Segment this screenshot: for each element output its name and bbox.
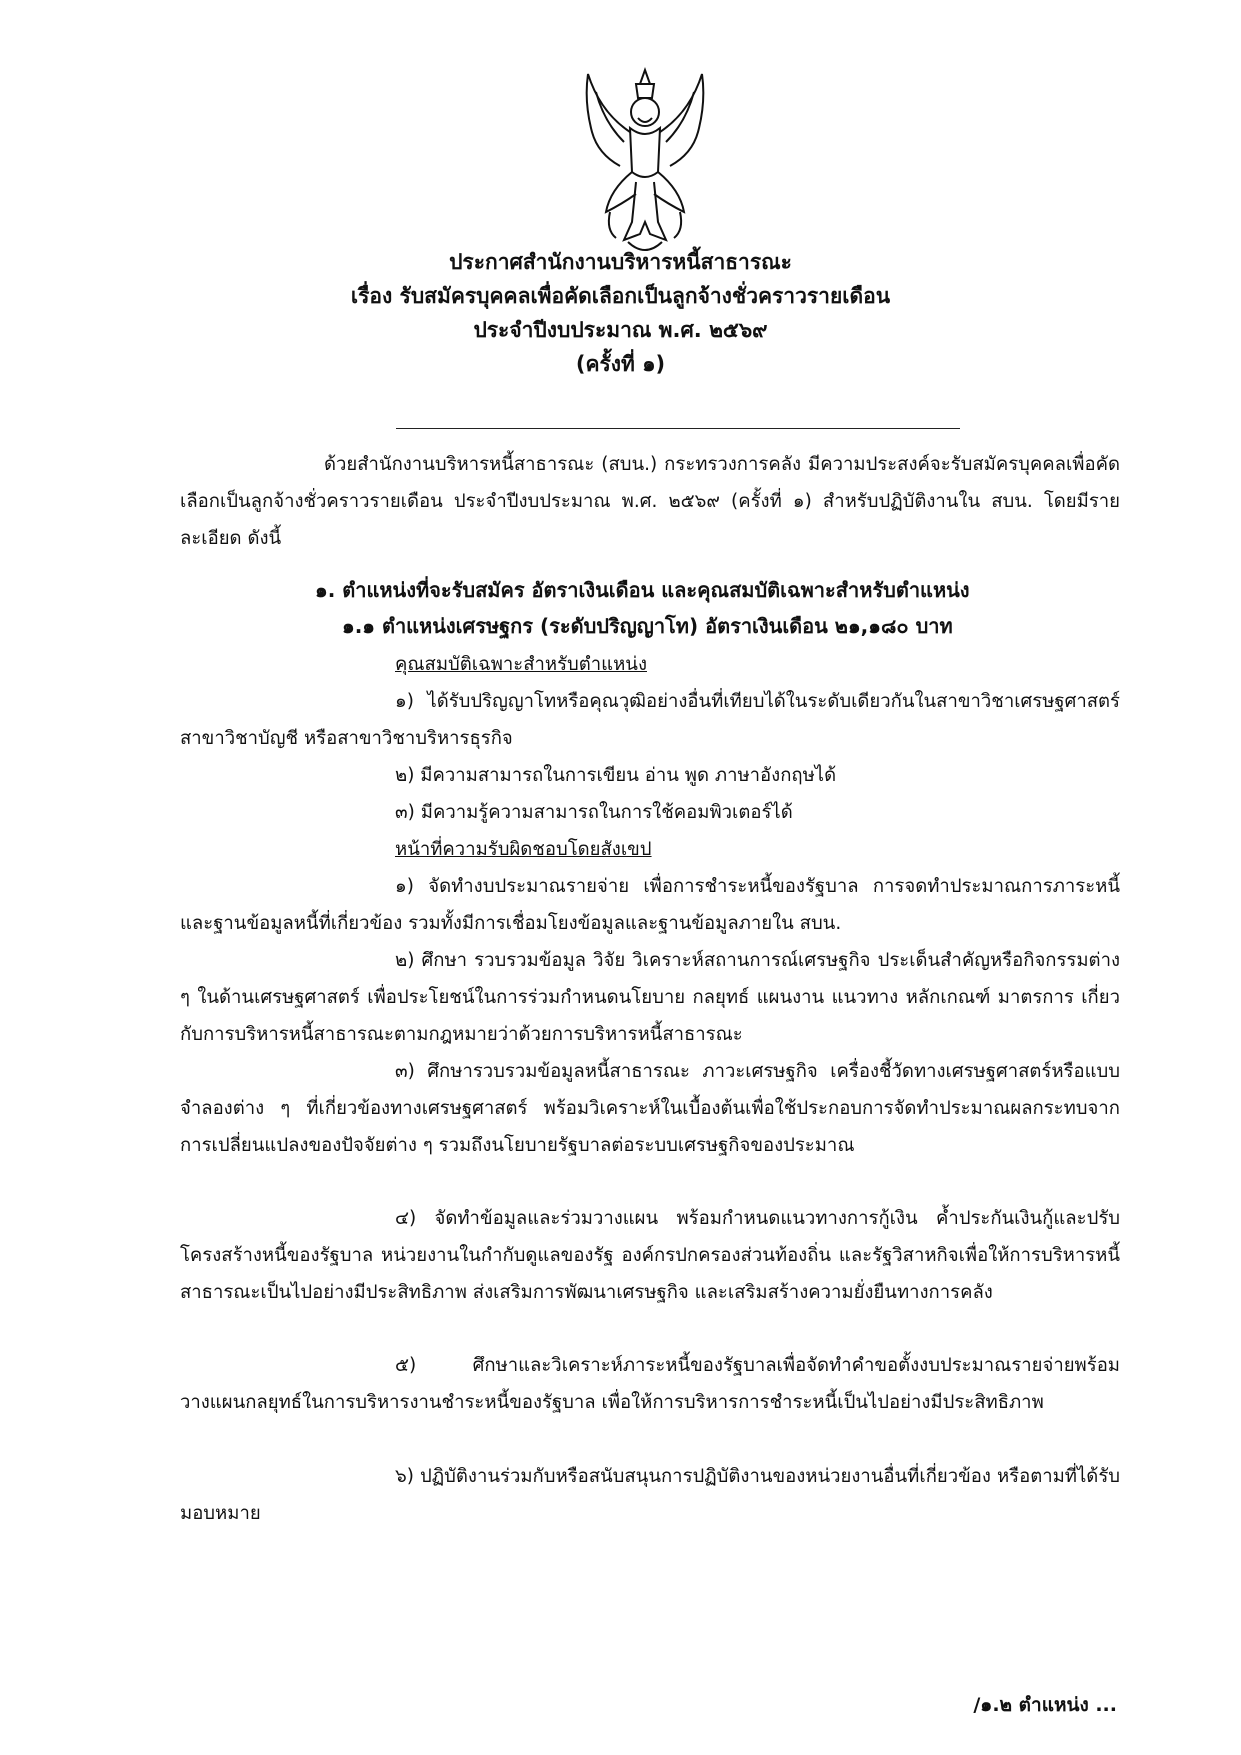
qualification-heading: คุณสมบัติเฉพาะสำหรับตำแหน่ง (395, 654, 647, 675)
garuda-emblem-icon (570, 62, 720, 262)
duty-heading: หน้าที่ความรับผิดชอบโดยสังเขป (395, 839, 652, 860)
duty-item: ๑) จัดทำงบประมาณรายจ่าย เพื่อการชำระหนี้ของรัฐบาล การจดทำประมาณการภาระหนี้และฐานข้อมูลหนี้ที่เกี่ยวข้อง รวมทั้งมีการเชื่อมโยงข้อมูลและฐานข้อมูลภายใน สบน. (180, 876, 1120, 934)
duty-item: ๒) ศึกษา รวบรวมข้อมูล วิจัย วิเคราะห์สถานการณ์เศรษฐกิจ ประเด็นสำคัญหรือกิจกรรมต่าง ๆ ในด้านเศรษฐศาสตร์ เพื่อประโยชน์ในการร่วมกำหนดนโยบาย กลยุทธ์ แผนงาน แนวทาง หลักเกณฑ์ มาตรการ เกี่ยวกับการบริหารหนี้สาธารณะตามกฎหมายว่าด้วยการบริหารหนี้สาธารณะ (180, 950, 1120, 1045)
qualification-item: ๒) มีความสามารถในการเขียน อ่าน พูด ภาษาอังกฤษได้ (395, 765, 837, 786)
announcement-title: ประกาศสำนักงานบริหารหนี้สาธารณะ (449, 250, 792, 274)
duty-item: ๓) ศึกษารวบรวมข้อมูลหนี้สาธารณะ ภาวะเศรษฐกิจ เครื่องชี้วัดทางเศรษฐศาสตร์หรือแบบจำลองต่าง ๆ ที่เกี่ยวข้องทางเศรษฐศาสตร์ พร้อมวิเคราะห์ในเบื้องต้นเพื่อใช้ประกอบการจัดทำประมาณผลกระทบจากการเปลี่ยนแปลงของปัจจัยต่าง ๆ รวมถึงนโยบายรัฐบาลต่อระบบเศรษฐกิจของประมาณ (180, 1061, 1120, 1156)
duty-item: ๕) ศึกษาและวิเคราะห์ภาระหนี้ของรัฐบาลเพื่อจัดทำคำขอตั้งงบประมาณรายจ่ายพร้อมวางแผนกลยุทธ์ในการบริหารงานชำระหนี้ของรัฐบาล เพื่อให้การบริหารการชำระหนี้เป็นไปอย่างมีประสิทธิภาพ (180, 1355, 1120, 1413)
qualification-item: ๓) มีความรู้ความสามารถในการใช้คอมพิวเตอร์ได้ (395, 802, 793, 823)
continuation-note: /๑.๒ ตำแหน่ง ... (973, 1694, 1117, 1716)
section-1-1-title: ๑.๑ ตำแหน่งเศรษฐกร (ระดับปริญญาโท) อัตราเงินเดือน ๒๑,๑๘๐ บาท (342, 614, 953, 638)
intro-paragraph: ด้วยสำนักงานบริหารหนี้สาธารณะ (สบน.) กระทรวงการคลัง มีความประสงค์จะรับสมัครบุคคลเพื่อคัดเลือกเป็นลูกจ้างชั่วคราวรายเดือน ประจำปีงบประมาณ พ.ศ. ๒๕๖๙ (ครั้งที่ ๑) สำหรับปฏิบัติงานใน สบน. โดยมีรายละเอียด ดังนี้ (180, 454, 1120, 549)
title-divider (396, 428, 960, 429)
announcement-subject: เรื่อง รับสมัครบุคคลเพื่อคัดเลือกเป็นลูกจ้างชั่วคราวรายเดือน (350, 284, 891, 308)
fiscal-year: ประจำปีงบประมาณ พ.ศ. ๒๕๖๙ (473, 318, 768, 342)
qualification-item: ๑) ได้รับปริญญาโทหรือคุณวุฒิอย่างอื่นที่เทียบได้ในระดับเดียวกันในสาขาวิชาเศรษฐศาสตร์ สาขาวิชาบัญชี หรือสาขาวิชาบริหารธุรกิจ (180, 691, 1120, 749)
round-number: (ครั้งที่ ๑) (575, 352, 666, 376)
duty-item: ๖) ปฏิบัติงานร่วมกับหรือสนับสนุนการปฏิบัติงานของหน่วยงานอื่นที่เกี่ยวข้อง หรือตามที่ได้รับมอบหมาย (180, 1466, 1120, 1524)
section-1-title: ๑. ตำแหน่งที่จะรับสมัคร อัตราเงินเดือน และคุณสมบัติเฉพาะสำหรับตำแหน่ง (315, 578, 970, 602)
duty-item: ๔) จัดทำข้อมูลและร่วมวางแผน พร้อมกำหนดแนวทางการกู้เงิน ค้ำประกันเงินกู้และปรับโครงสร้างหนี้ของรัฐบาล หน่วยงานในกำกับดูแลของรัฐ องค์กรปกครองส่วนท้องถิ่น และรัฐวิสาหกิจเพื่อให้การบริหารหนี้สาธารณะเป็นไปอย่างมีประสิทธิภาพ ส่งเสริมการพัฒนาเศรษฐกิจ และเสริมสร้างความยั่งยืนทางการคลัง (180, 1208, 1120, 1303)
